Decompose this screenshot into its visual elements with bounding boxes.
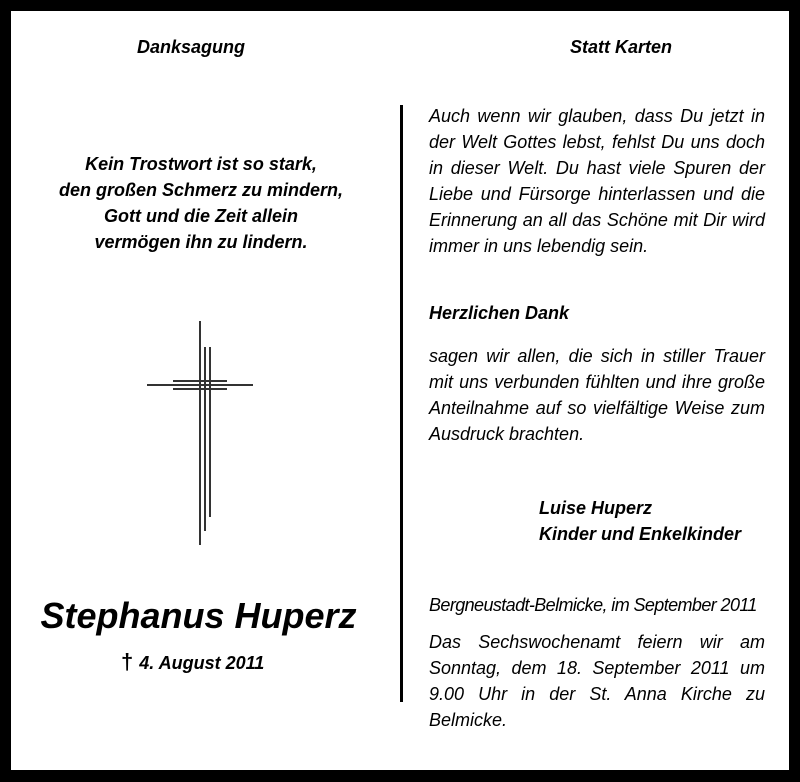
cross-icon: [145, 317, 255, 547]
thanks-heading: Herzlichen Dank: [429, 303, 570, 323]
obituary-card: [11, 11, 789, 770]
statt-karten-heading: Statt Karten: [569, 37, 672, 57]
dagger-icon: †: [121, 649, 134, 674]
poem-line: Kein Trostwort ist so stark,: [85, 154, 317, 174]
poem-line: vermögen ihn zu lindern.: [94, 232, 308, 252]
column-divider: [400, 105, 403, 702]
signature-line: Luise Huperz: [539, 498, 653, 518]
place-date: Bergneustadt-Belmicke, im September 2011: [429, 595, 757, 615]
memorial-paragraph: Auch wenn wir glauben, dass Du jetzt in der Welt Gottes lebst, fehlst Du uns doch in dieser Welt. Du hast viele Spuren der Liebe und Fürsorge hinterlassen und die Erinnerung an all das Schöne mit Dir wird immer in uns lebendig sein.: [429, 106, 765, 256]
death-date-line: [121, 649, 281, 675]
thanks-paragraph: sagen wir allen, die sich in stiller Trauer mit uns verbunden fühlten und ihre große Anteilnahme auf so vielfältige Weise zum Ausdruck brachten.: [429, 346, 765, 444]
deceased-name: Stephanus Huperz: [40, 595, 357, 636]
poem-line: Gott und die Zeit allein: [103, 206, 298, 226]
poem: [51, 151, 351, 255]
death-date: 4. August 2011: [139, 653, 265, 673]
danksagung-heading: Danksagung: [136, 37, 246, 57]
signature-line: Kinder und Enkelkinder: [539, 524, 742, 544]
signature: [539, 495, 741, 547]
poem-line: den großen Schmerz zu mindern,: [58, 180, 344, 200]
mass-announcement: Das Sechswochenamt feiern wir am Sonntag, dem 18. September 2011 um 9.00 Uhr in der St. Anna Kirche zu Belmicke.: [429, 632, 765, 730]
